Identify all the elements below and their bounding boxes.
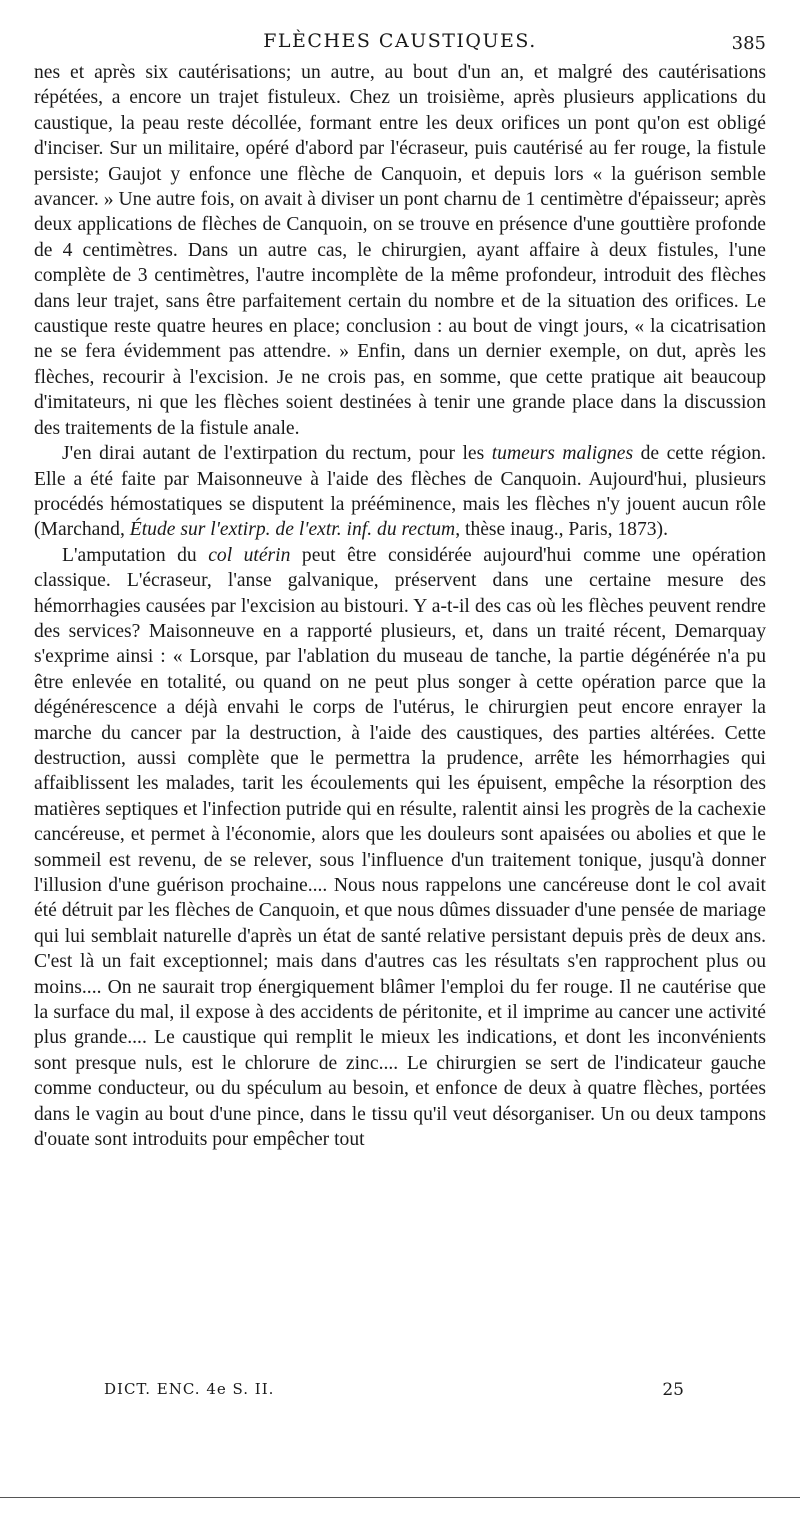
printer-signature: DICT. ENC. 4e S. II. (104, 1380, 275, 1398)
sheet-number: 25 (662, 1380, 684, 1400)
body-text (34, 60, 766, 1152)
paragraph (34, 543, 766, 1153)
running-title: FLÈCHES CAUSTIQUES. (263, 30, 537, 52)
text-run: , thèse inaug., Paris, 1873). (455, 519, 668, 541)
italic-text: tumeurs malignes (491, 443, 634, 465)
italic-text: col utérin (208, 544, 291, 566)
text-run: L'amputation du (62, 544, 209, 566)
page-header (34, 30, 766, 60)
bottom-rule (0, 1497, 800, 1498)
text-run: J'en dirai autant de l'extirpation du rectum, pour les (62, 443, 492, 465)
italic-text: Étude sur l'extirp. de l'extr. inf. du rectum (129, 519, 456, 541)
page-number: 385 (731, 33, 766, 54)
text-run: peut être considérée aujourd'hui comme une opération classique. L'écraseur, l'anse galvanique, préservent dans une certaine mesure des hémorrhagies causées par l'excision au bistouri. Y a-t-il des cas où les flèches peuvent rendre des services? Maisonneuve en a rapporté plusieurs, et, dans un traité récent, Demarquay s'exprime ainsi : « Lorsque, par l'ablation du museau de tanche, la partie dégénérée n'a pu être enlevée en totalité, ou quand on ne peut plus songer à cette opération parce que la dégénérescence a déjà envahi le corps de l'utérus, le chirurgien peut encore enrayer la marche du cancer par la destruction, à l'aide des caustiques, des parties altérées. Cette destruction, aussi complète que le permettra la prudence, arrête les hémorrhagies qui affaiblissent les malades, tarit les écoulements qui les épuisent, empêche la résorption des matières septiques et l'infection putride qui en résulte, ralentit ainsi les progrès de la cachexie cancéreuse, et permet à l'économie, alors que les douleurs sont apaisées ou abolies et que le sommeil est revenu, de se relever, sous l'influence d'un traitement tonique, jusqu'à donner l'illusion d'une guérison prochaine.... Nous nous rappelons une cancéreuse dont le col avait été détruit par les flèches de Canquoin, et que nous dûmes dissuader d'une pensée de mariage qui lui semblait naturelle d'après un état de santé relative persistant depuis près de deux ans. C'est là un fait exceptionnel; mais dans d'autres cas les résultats s'en rapprochent plus ou moins.... On ne saurait trop énergiquement blâmer l'emploi du fer rouge. Il ne cautérise que la surface du mal, il expose à des accidents de péritonite, et il imprime au cancer une activité plus grande.... Le caustique qui remplit le mieux les indications, et dont les inconvénients sont presque nuls, est le chlorure de zinc.... Le chirurgien se sert de l'indicateur gauche comme conducteur, ou du spéculum au besoin, et enfonce de deux à quatre flèches, portées dans le vagin au bout d'une pince, dans le tissu qu'il veut désorganiser. Un ou deux tampons d'ouate sont introduits pour empêcher tout (34, 544, 766, 1151)
text-run: nes et après six cautérisations; un autre, au bout d'un an, et malgré des cautérisations répétées, a encore un trajet fistuleux. Chez un troisième, après plusieurs applications du caustique, la peau reste décollée, formant entre les deux orifices un pont qu'on est obligé d'inciser. Sur un militaire, opéré d'abord par l'écraseur, puis cautérisé au fer rouge, la fistule persiste; Gaujot y enfonce une flèche de Canquoin, et depuis lors « la guérison semble avancer. » Une autre fois, on avait à diviser un pont charnu de 1 centimètre d'épaisseur; après deux applications de flèches de Canquoin, on se trouve en présence d'une gouttière profonde de 4 centimètres. Dans un autre cas, le chirurgien, ayant affaire à deux fistules, l'une complète de 3 centimètres, l'autre incomplète de la même profondeur, introduit des flèches dans leur trajet, sans être parfaitement certain du nombre et de la situation des orifices. Le caustique reste quatre heures en place; conclusion : au bout de vingt jours, « la cicatrisation ne se fera évidemment pas attendre. » Enfin, dans un dernier exemple, on dut, après les flèches, recourir à l'excision. Je ne crois pas, en somme, que cette pratique ait beaucoup d'imitateurs, ni que les flèches soient destinées à tenir une grande place dans la discussion des traitements de la fistule anale. (34, 62, 766, 439)
paragraph (34, 60, 766, 441)
paragraph (34, 441, 766, 543)
page-footer (104, 1380, 684, 1404)
text-run: de cette région. Elle a été faite par Maisonneuve à l'aide des flèches de Canquoin. Aujourd'hui, plusieurs procédés hémostatiques se disputent la prééminence, mais les flèches n'y jouent aucun rôle (Marchand, (34, 443, 766, 541)
